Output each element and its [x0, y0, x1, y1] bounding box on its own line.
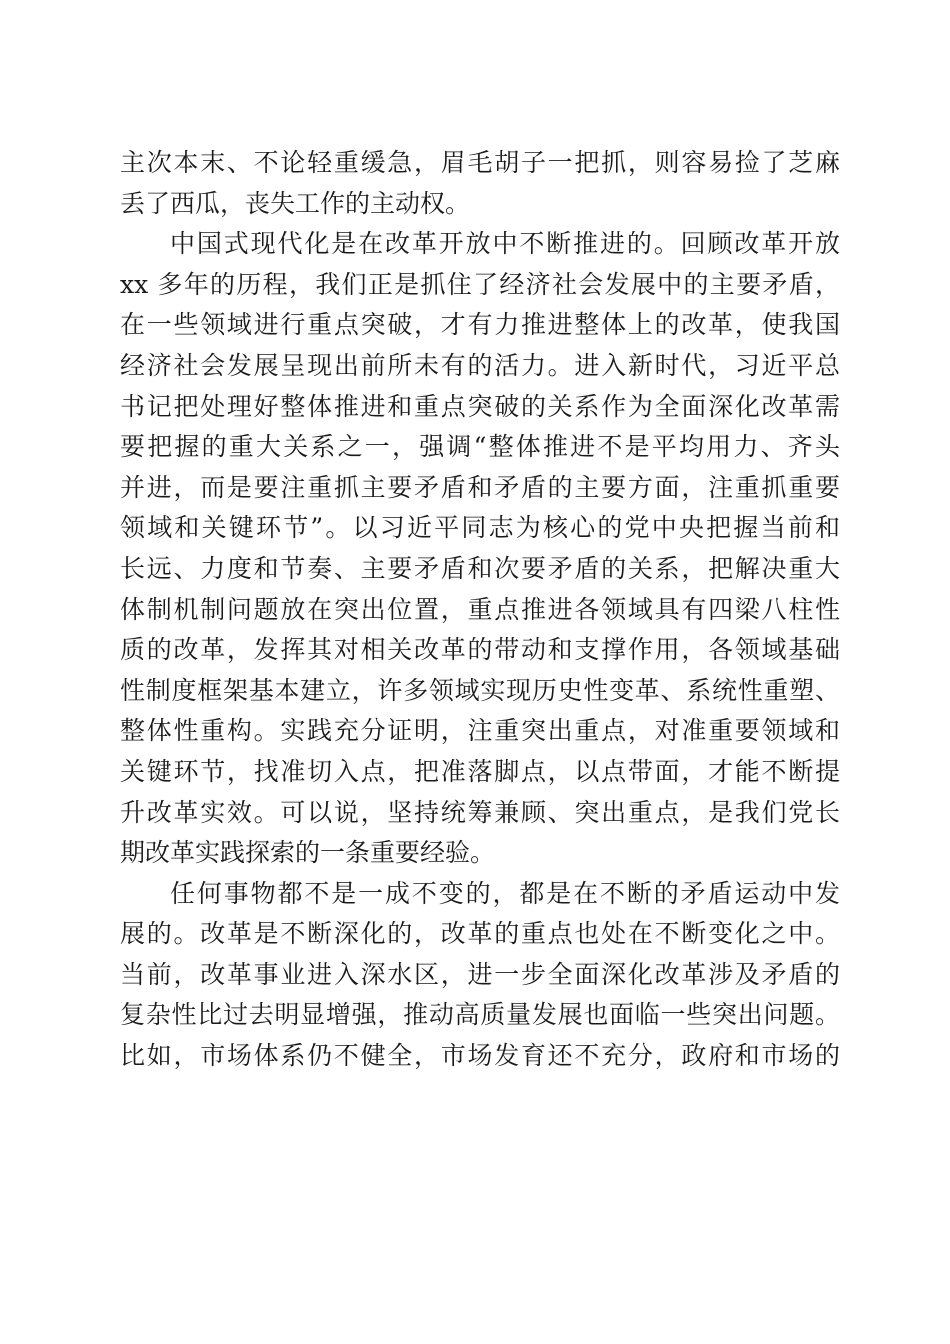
text-line: 质的改革，发挥其对相关改革的带动和支撑作用，各领域基础 — [120, 635, 840, 665]
text-line: 升改革实效。可以说，坚持统筹兼顾、突出重点，是我们党长 — [120, 797, 840, 827]
text-line: 整体性重构。实践充分证明，注重突出重点，对准重要领域和 — [120, 716, 840, 746]
text-line: 体制机制问题放在突出位置，重点推进各领域具有四梁八柱性 — [120, 594, 840, 624]
text-line: 丢了西瓜，丧失工作的主动权。 — [120, 188, 471, 218]
text-line: 性制度框架基本建立，许多领域实现历史性变革、系统性重塑、 — [120, 675, 840, 705]
text-line: 当前，改革事业进入深水区，进一步全面深化改革涉及矛盾的 — [120, 959, 840, 989]
text-line: 要把握的重大关系之一，强调“整体推进不是平均用力、齐头 — [120, 432, 840, 462]
text-line: 展的。改革是不断深化的，改革的重点也处在不断变化之中。 — [120, 919, 840, 949]
text-line: 书记把处理好整体推进和重点突破的关系作为全面深化改革需 — [120, 391, 840, 421]
text-line: 经济社会发展呈现出前所未有的活力。进入新时代，习近平总 — [120, 350, 840, 380]
text-line: 并进，而是要注重抓主要矛盾和矛盾的主要方面，注重抓重要 — [120, 472, 840, 502]
text-line: 长远、力度和节奏、主要矛盾和次要矛盾的关系，把解决重大 — [120, 553, 840, 583]
text-line: 期改革实践探索的一条重要经验。 — [120, 838, 496, 868]
text-line: 主次本末、不论轻重缓急，眉毛胡子一把抓，则容易捡了芝麻 — [120, 148, 840, 177]
paragraph-start-line: 任何事物都不是一成不变的，都是在不断的矛盾运动中发 — [170, 878, 840, 908]
text-line: 复杂性比过去明显增强，推动高质量发展也面临一些突出问题。 — [120, 1000, 840, 1030]
text-line: 在一些领域进行重点突破，才有力推进整体上的改革，使我国 — [120, 310, 840, 340]
text-line: 比如，市场体系仍不健全，市场发育还不充分，政府和市场的 — [120, 1041, 840, 1071]
text-line: 领域和关键环节”。以习近平同志为核心的党中央把握当前和 — [120, 513, 840, 543]
paragraph-start-line: 中国式现代化是在改革开放中不断推进的。回顾改革开放 — [170, 229, 840, 259]
text-line: xx 多年的历程，我们正是抓住了经济社会发展中的主要矛盾， — [120, 269, 840, 299]
text-line: 关键环节，找准切入点，把准落脚点，以点带面，才能不断提 — [120, 756, 840, 786]
document-body — [120, 143, 840, 1077]
